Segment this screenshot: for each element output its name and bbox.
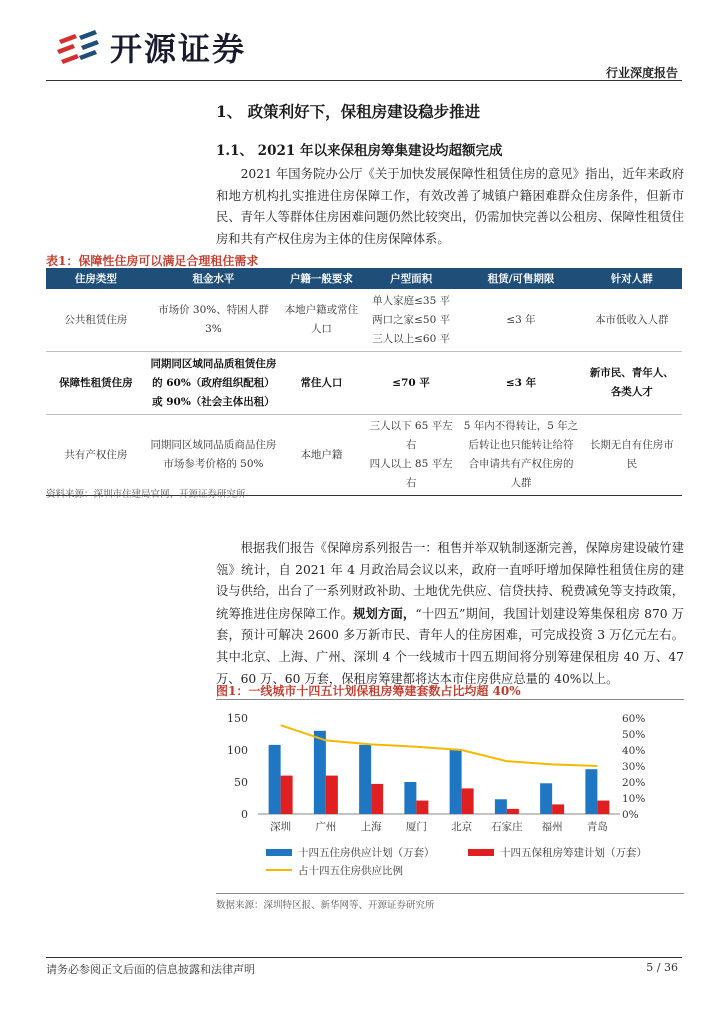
bar-rental <box>371 784 383 814</box>
area-line: 三人以上≤60 平 <box>372 332 451 345</box>
table-header-row <box>46 268 682 289</box>
cell-area <box>362 415 461 496</box>
bar-rental <box>552 804 564 814</box>
bar-rental <box>597 801 609 814</box>
cell-area <box>362 352 461 415</box>
y-right-tick-label: 0% <box>622 809 639 821</box>
cell-target: 本市低收入人群 <box>582 289 682 352</box>
bar-rental <box>326 776 338 814</box>
x-tick-label: 石家庄 <box>491 821 523 833</box>
x-tick-label: 厦门 <box>405 821 427 833</box>
housing-table <box>46 268 682 496</box>
header-rule <box>46 80 682 81</box>
legend-label: 十四五保租房筹建计划（万套） <box>500 847 647 859</box>
subsection-heading: 1.1、 2021 年以来保租房筹集建设均超额完成 <box>216 143 503 159</box>
bar-supply <box>495 799 507 814</box>
bar-supply <box>585 769 597 814</box>
body-paragraph <box>216 538 684 690</box>
table-header: 户型面积 <box>362 268 461 289</box>
bar-supply <box>269 745 281 814</box>
ratio-line <box>281 725 598 766</box>
table-header: 住房类型 <box>46 268 146 289</box>
body-text-a: 根据我们报告《保障房系列报告一：租售并举双轨制逐渐完善，保障房建设破竹建瓴》统计，自 2021 年 4 月政治局会议以来，政府一直呼吁增加保障性租赁住房的建设与供给，出台了一系列财政补助、土地优先供应、信贷扶持、税费减免等支持政策，统筹推进住房保障工作。 <box>216 541 684 621</box>
cell-term: ≤3 年 <box>460 289 581 352</box>
x-tick-label: 上海 <box>360 821 382 833</box>
bar-supply <box>404 782 416 814</box>
y-right-tick-label: 30% <box>622 761 646 773</box>
cell-hukou: 本地户籍 <box>281 415 362 496</box>
bar-rental <box>462 788 474 814</box>
figure-source: 数据来源：深圳特区报、新华网等、开源证券研究所 <box>216 900 435 911</box>
y-right-tick-label: 50% <box>622 729 646 741</box>
figure-rule <box>216 893 684 894</box>
cell-area <box>362 289 461 352</box>
table-row <box>46 289 682 352</box>
bar-supply <box>450 750 462 814</box>
cell-type: 公共租赁住房 <box>46 289 146 352</box>
x-tick-label: 青岛 <box>586 821 608 833</box>
body-text-b: “十四五”期间，我国计划建设筹集保租房 870 万套，预计可解决 2600 多万新市民、青年人的住房困难，可完成投资 3 万亿元左右。其中北京、上海、广州、深圳 4 个一线城市十四五期间将分别筹建保租房 40 万、47 万、60 万、60 万套，保租房筹建都将达本市住房供应总量的 40%以上。 <box>216 606 684 686</box>
y-right-tick-label: 40% <box>622 745 646 757</box>
legend-label: 占十四五住房供应比例 <box>298 865 403 877</box>
figure-title: 图1：一线城市十四五计划保租房筹建套数占比均超 40% <box>216 684 521 698</box>
report-type: 行业深度报告 <box>605 66 678 80</box>
table-row <box>46 352 682 415</box>
body-text-bold: 规划方面， <box>353 605 416 621</box>
table-header: 户籍一般要求 <box>281 268 362 289</box>
y-right-tick-label: 10% <box>622 793 646 805</box>
legend-label: 十四五住房供应计划（万套） <box>298 847 435 859</box>
table-header: 租赁/可售期限 <box>460 268 581 289</box>
cell-type: 共有产权住房 <box>46 415 146 496</box>
bar-supply <box>359 745 371 814</box>
bar-supply <box>314 731 326 814</box>
cell-type: 保障性租赁住房 <box>46 352 146 415</box>
bar-supply <box>540 783 552 814</box>
x-tick-label: 深圳 <box>270 821 292 833</box>
intro-text: 2021 年国务院办公厅《关于加快发展保障性租赁住房的意见》指出，近年来政府和地方机构扎实推进住房保障工作，有效改善了城镇户籍困难群众住房条件，但新市民、青年人等群体住房困难问题仍然比较突出，仍需加快完善以公租房、保障性租赁住房和共有产权住房为主体的住房保障体系。 <box>216 167 684 246</box>
figure-rule <box>216 699 684 700</box>
y-left-tick-label: 100 <box>227 744 248 757</box>
y-right-tick-label: 60% <box>622 713 646 725</box>
x-tick-label: 北京 <box>451 821 473 833</box>
bar-rental <box>507 809 519 814</box>
page-number: 5 / 36 <box>646 961 678 974</box>
bar-rental <box>281 776 293 814</box>
brand-name: 开源证券 <box>110 30 247 68</box>
y-left-tick-label: 150 <box>227 712 248 725</box>
cell-rent: 市场价 30%、特困人群 3% <box>146 289 281 352</box>
y-left-tick-label: 50 <box>234 776 248 789</box>
y-left-tick-label: 0 <box>241 808 248 821</box>
cell-rent: 同期同区域同品质租赁住房的 60%（政府组织配租）或 90%（社会主体出租） <box>146 352 281 415</box>
intro-paragraph <box>216 164 684 250</box>
area-line: 单人家庭≤35 平 <box>372 294 451 307</box>
legend-swatch <box>468 849 494 856</box>
chart <box>216 704 684 890</box>
area-line: 四人以上 85 平左右 <box>369 458 453 489</box>
cell-term: 5 年内不得转让，5 年之后转让也只能转让给符合申请共有产权住房的人群 <box>460 415 581 496</box>
table-row <box>46 415 682 496</box>
cell-hukou: 常住人口 <box>281 352 362 415</box>
disclaimer: 请务必参阅正文后面的信息披露和法律声明 <box>46 963 255 976</box>
table-title: 表1：保障性住房可以满足合理租住需求 <box>46 254 259 268</box>
table-source: 资料来源：深圳市住建局官网、开源证券研究所 <box>46 489 246 500</box>
legend-swatch <box>266 849 292 856</box>
logo-icon <box>55 24 103 72</box>
x-tick-label: 福州 <box>541 821 563 833</box>
body-text <box>216 538 684 690</box>
cell-hukou: 本地户籍或常住人口 <box>281 289 362 352</box>
area-line: ≤70 平 <box>392 376 430 389</box>
footer-rule <box>46 957 682 958</box>
area-line: 两口之家≤50 平 <box>372 313 451 326</box>
table-header: 租金水平 <box>146 268 281 289</box>
area-line: 三人以下 65 平左右 <box>369 420 453 451</box>
cell-target: 新市民、青年人、各类人才 <box>582 352 682 415</box>
y-right-tick-label: 20% <box>622 777 646 789</box>
cell-term: ≤3 年 <box>460 352 581 415</box>
section-heading: 1、 政策利好下，保租房建设稳步推进 <box>216 102 481 121</box>
cell-rent: 同期同区域同品质商品住房市场参考价格的 50% <box>146 415 281 496</box>
cell-target: 长期无自有住房市民 <box>582 415 682 496</box>
table-header: 针对人群 <box>582 268 682 289</box>
x-tick-label: 广州 <box>315 821 337 833</box>
bar-rental <box>416 801 428 814</box>
